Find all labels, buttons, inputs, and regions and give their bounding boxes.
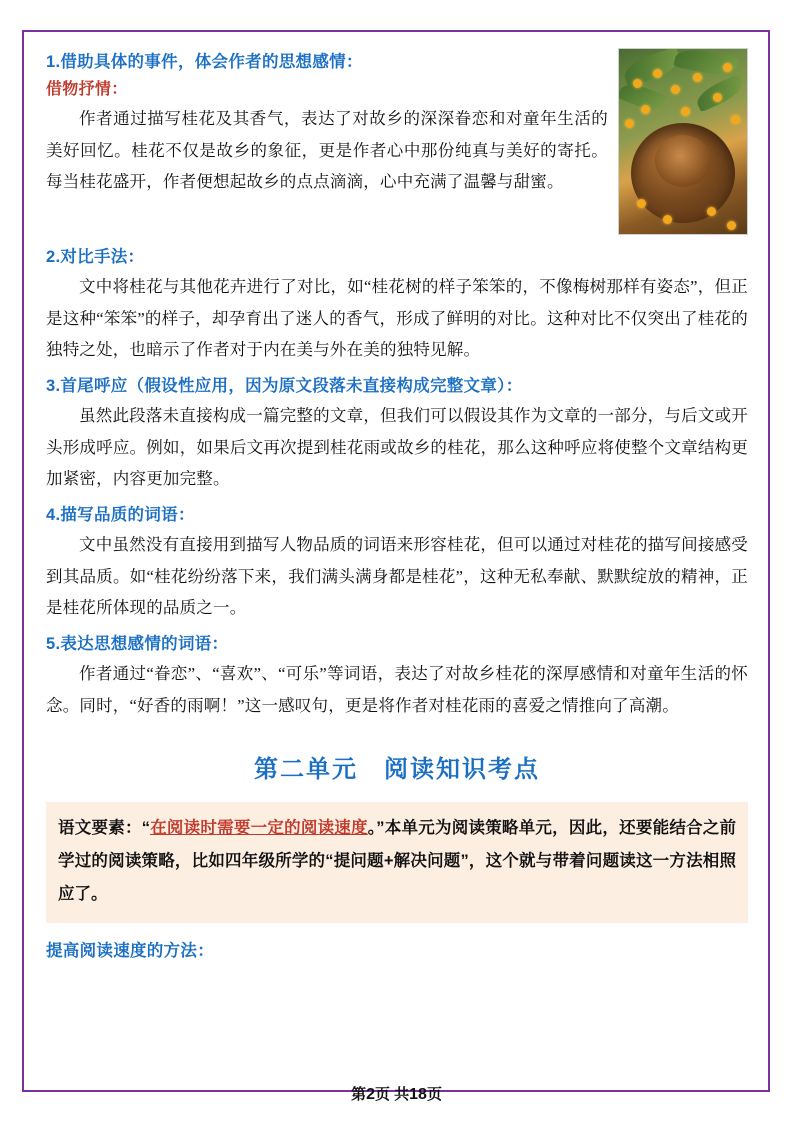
paragraph-5: 作者通过“眷恋”、“喜欢”、“可乐”等词语，表达了对故乡桂花的深厚感情和对童年生活的怀念。同时，“好香的雨啊！”这一感叹句，更是将作者对桂花雨的喜爱之情推向了高潮。 — [46, 664, 748, 715]
footer-page-number: 2 — [366, 1086, 375, 1103]
footer-prefix: 第 — [351, 1086, 367, 1103]
footer-middle: 页 共 — [374, 1086, 410, 1103]
paragraph-3: 虽然此段落未直接构成一篇完整的文章，但我们可以假设其作为文章的一部分，与后文或开头形成呼应。例如，如果后文再次提到桂花雨或故乡的桂花，那么这种呼应将使整个文章结构更加紧密，内容更加完整。 — [46, 406, 748, 489]
chinese-element-highlight — [46, 802, 748, 923]
section-2 — [46, 243, 748, 366]
highlight-rest: 。”本单元为阅读策略单元，因此，还要能结合之前学过的阅读策略，比如四年级所学的“提问题+解决问题”，这个就与带着问题读这一方法相照应了。 — [58, 819, 737, 904]
osmanthus-photo — [618, 48, 748, 235]
highlight-underlined-text: 在阅读时需要一定的阅读速度 — [149, 819, 368, 838]
document-content — [46, 48, 748, 965]
section-1 — [46, 48, 748, 243]
highlight-label: 语文要素： — [58, 819, 142, 838]
heading-1: 1.借助具体的事件，体会作者的思想感情： — [46, 53, 363, 71]
section-3 — [46, 372, 748, 495]
section-5 — [46, 630, 748, 721]
heading-5: 5.表达思想感情的词语： — [46, 635, 229, 654]
heading-4: 4.描写品质的词语： — [46, 506, 195, 525]
page-footer — [0, 1083, 793, 1104]
quote-open: “ — [141, 819, 150, 838]
paragraph-4: 文中虽然没有直接用到描写人物品质的词语来形容桂花，但可以通过对桂花的描写间接感受到其品质。如“桂花纷纷落下来，我们满头满身都是桂花”，这种无私奉献、默默绽放的精神，正是桂花所体现的品质之一。 — [46, 535, 748, 618]
paragraph-1: 作者通过描写桂花及其香气，表达了对故乡的深深眷恋和对童年生活的美好回忆。桂花不仅是故乡的象征，更是作者心中那份纯真与美好的寄托。每当桂花盛开，作者便想起故乡的点点滴滴，心中充满了温馨与甜蜜。 — [46, 109, 608, 192]
footer-suffix: 页 — [426, 1086, 442, 1103]
wooden-bowl — [631, 123, 735, 223]
paragraph-2: 文中将桂花与其他花卉进行了对比，如“桂花树的样子笨笨的，不像梅树那样有姿态”，但正是这种“笨笨”的样子，却孕育出了迷人的香气，形成了鲜明的对比。这种对比不仅突出了桂花的独特之处，也暗示了作者对于内在美与外在美的独特见解。 — [46, 277, 748, 360]
heading-reading-speed-methods: 提高阅读速度的方法： — [46, 942, 214, 961]
heading-3: 3.首尾呼应（假设性应用，因为原文段落未直接构成完整文章）： — [46, 377, 523, 396]
section-4 — [46, 501, 748, 624]
unit-title: 第二单元 阅读知识考点 — [254, 756, 540, 784]
footer-total-pages: 18 — [409, 1086, 427, 1103]
subheading-1: 借物抒情： — [46, 81, 128, 98]
heading-2: 2.对比手法： — [46, 248, 145, 266]
